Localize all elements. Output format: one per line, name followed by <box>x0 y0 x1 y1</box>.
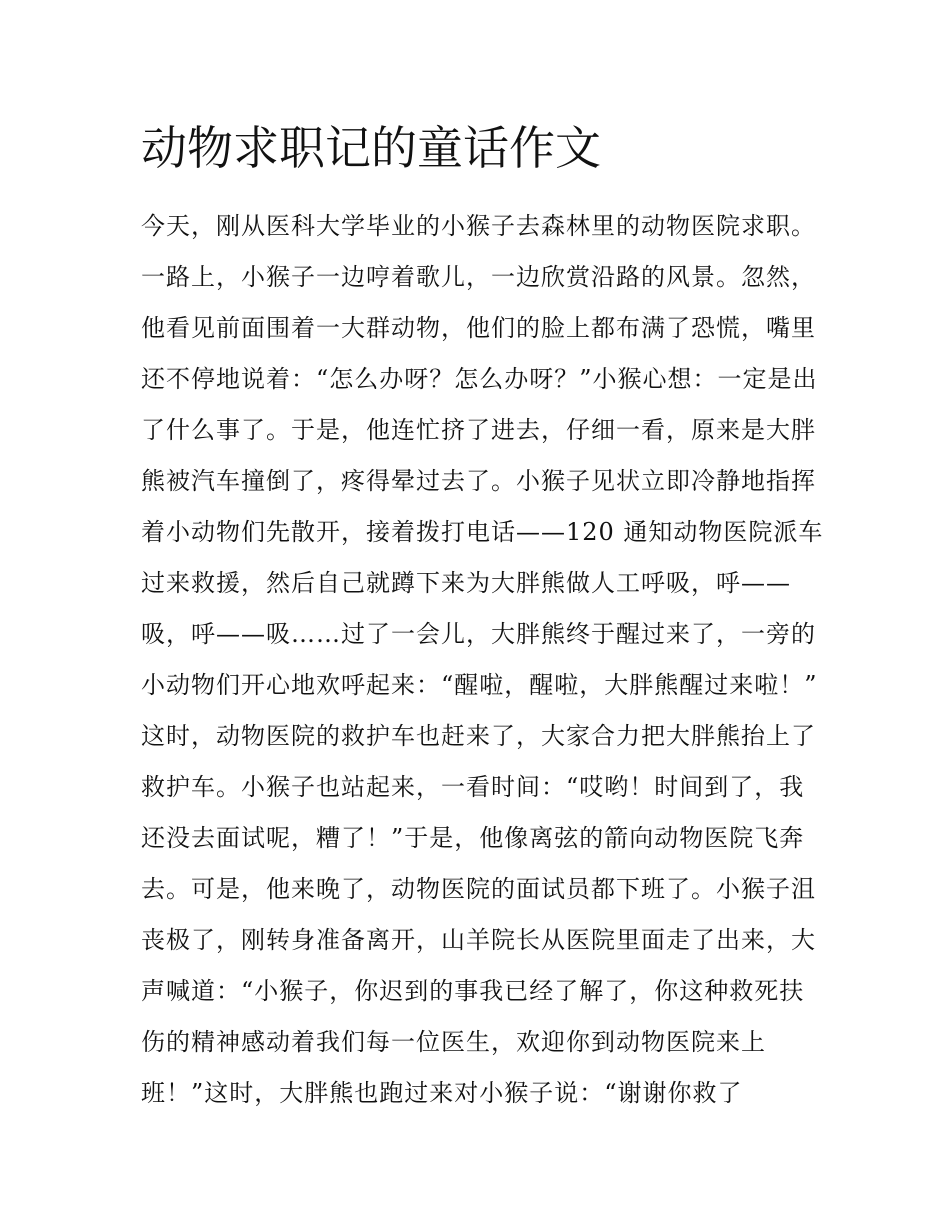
body-line: 今天，刚从医科大学毕业的小猴子去森林里的动物医院求职。 <box>141 212 816 240</box>
body-line: 去。可是，他来晚了，动物医院的面试员都下班了。小猴子沮 <box>141 875 816 903</box>
body-line: 小动物们开心地欢呼起来：“醒啦，醒啦，大胖熊醒过来啦！” <box>141 671 818 699</box>
body-line: 这时，动物医院的救护车也赶来了，大家合力把大胖熊抬上了 <box>141 722 816 750</box>
body-line: 声喊道：“小猴子，你迟到的事我已经了解了，你这种救死扶 <box>141 977 805 1005</box>
body-line: 救护车。小猴子也站起来，一看时间：“哎哟！时间到了，我 <box>141 773 805 801</box>
document-title: 动物求职记的童话作文 <box>141 121 601 175</box>
body-line: 他看见前面围着一大群动物，他们的脸上都布满了恐慌，嘴里 <box>141 314 816 342</box>
body-line: 吸，呼——吸……过了一会儿，大胖熊终于醒过来了，一旁的 <box>141 620 816 648</box>
body-line: 过来救援，然后自己就蹲下来为大胖熊做人工呼吸，呼—— <box>141 569 791 597</box>
body-line: 了什么事了。于是，他连忙挤了进去，仔细一看，原来是大胖 <box>141 416 816 444</box>
body-line: 伤的精神感动着我们每一位医生，欢迎你到动物医院来上 <box>141 1028 766 1056</box>
body-line: 还不停地说着：“怎么办呀？怎么办呀？”小猴心想：一定是出 <box>141 365 818 393</box>
body-line: 丧极了，刚转身准备离开，山羊院长从医院里面走了出来，大 <box>141 926 816 954</box>
body-line: 熊被汽车撞倒了，疼得晕过去了。小猴子见状立即冷静地指挥 <box>141 467 816 495</box>
body-line: 着小动物们先散开，接着拨打电话——120 通知动物医院派车 <box>141 518 824 546</box>
body-line: 一路上，小猴子一边哼着歌儿，一边欣赏沿路的风景。忽然， <box>141 263 816 291</box>
body-line: 还没去面试呢，糟了！”于是，他像离弦的箭向动物医院飞奔 <box>141 824 805 852</box>
body-line: 班！”这时，大胖熊也跑过来对小猴子说：“谢谢你救了 <box>141 1079 743 1107</box>
